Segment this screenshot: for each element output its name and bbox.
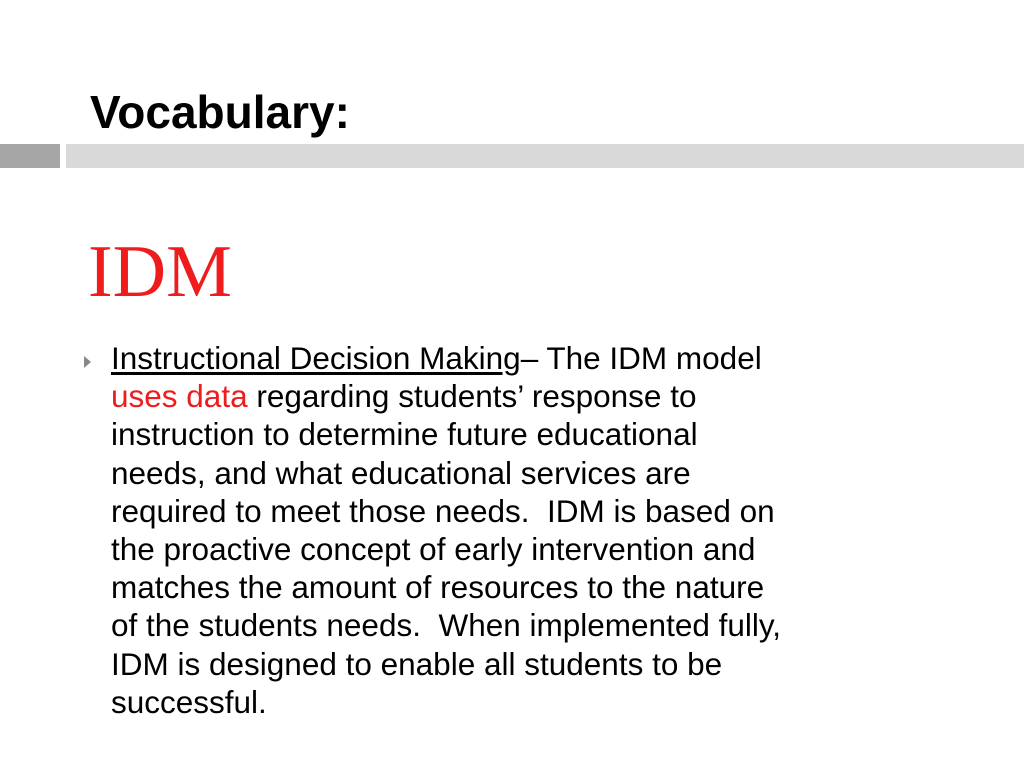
bullet-line: needs, and what educational services are [111,454,691,491]
first-line-rest: – The IDM model [520,340,762,376]
bullet-line: the proactive concept of early intervention and [111,531,756,568]
bullet-line-1 [111,339,991,377]
highlighted-phrase: uses data [111,378,248,415]
slide-subtitle: IDM [88,231,232,313]
bullet-line: matches the amount of resources to the nature [111,569,765,606]
bullet-line-2 [111,377,991,415]
bullet-line: required to meet those needs. IDM is based on [111,492,775,529]
bullet-paragraph [111,339,991,721]
title-divider-right [66,144,1024,168]
defined-term: Instructional Decision Making [111,340,521,376]
bullet-line: successful. [111,683,267,720]
title-divider-left [0,144,60,168]
second-line-rest: regarding students’ response to [247,378,697,415]
bullet-line: of the students needs. When implemented fully, [111,607,782,644]
bullet-line: instruction to determine future educational [111,416,698,453]
triangle-right-icon [84,356,91,368]
slide-title: Vocabulary: [90,86,350,138]
bullet-line: IDM is designed to enable all students to be [111,645,723,682]
